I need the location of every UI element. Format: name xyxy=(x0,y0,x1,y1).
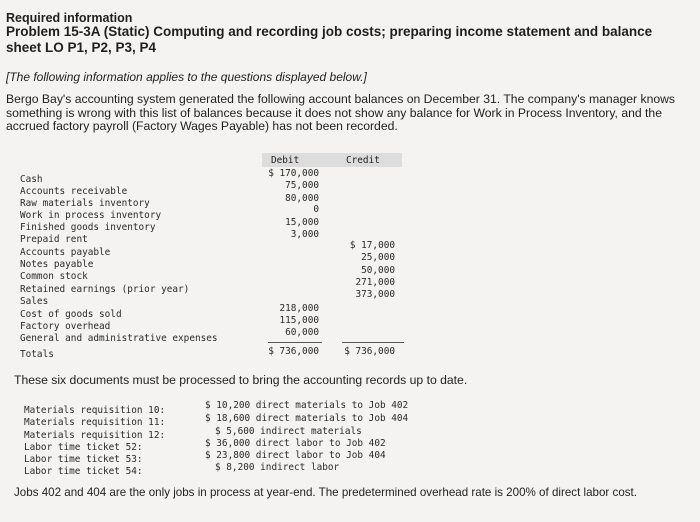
credit-amount: $ 17,000 xyxy=(349,240,395,251)
credit-amount: 50,000 xyxy=(361,265,395,276)
account-name: Finished goods inventory xyxy=(20,222,156,233)
debit-amount: 3,000 xyxy=(290,229,319,240)
document-value: $ 36,000 direct labor to Job 402 xyxy=(205,438,386,449)
account-name: Accounts payable xyxy=(20,247,111,258)
account-name: General and administrative expenses xyxy=(20,333,218,344)
totals-label: Totals xyxy=(20,349,54,360)
document-label: Labor time ticket 53: xyxy=(24,454,143,465)
debit-amount: 75,000 xyxy=(285,180,319,191)
account-name: Retained earnings (prior year) xyxy=(20,284,190,295)
debit-amount: 218,000 xyxy=(279,303,319,314)
intro-paragraph: Bergo Bay's accounting system generated the following account balances on December 31. The company's manager knows something is wrong with this list of balances because it does not show any balance for Work in Process Inventory, and the accrued factory payroll (Factory Wages Payable) has not been recorded. xyxy=(6,92,676,133)
document-value: $ 5,600 indirect materials xyxy=(215,426,362,437)
applies-note: [The following information applies to the questions displayed below.] xyxy=(6,70,367,84)
credit-amount: 25,000 xyxy=(361,252,395,263)
required-information-heading: Required information xyxy=(6,11,133,25)
account-name: Cost of goods sold xyxy=(20,309,122,320)
debit-amount: 115,000 xyxy=(279,315,319,326)
document-value: $ 10,200 direct materials to Job 402 xyxy=(205,400,409,411)
jobs-overhead-note: Jobs 402 and 404 are the only jobs in process at year-end. The predetermined overhead rate is 200% of direct labor cost. xyxy=(14,486,637,499)
document-label: Labor time ticket 54: xyxy=(24,466,143,477)
credit-amount: 373,000 xyxy=(355,289,395,300)
account-name: Common stock xyxy=(20,271,88,282)
document-value: $ 18,600 direct materials to Job 404 xyxy=(205,413,409,424)
debit-amount: 0 xyxy=(313,204,319,215)
totals-debit: $ 736,000 xyxy=(268,346,319,357)
account-name: Prepaid rent xyxy=(20,234,88,245)
account-name: Accounts receivable xyxy=(20,186,128,197)
debit-total-rule xyxy=(268,342,322,343)
debit-column-header: Debit xyxy=(271,155,300,166)
account-name: Sales xyxy=(20,296,49,307)
document-label: Materials requisition 10: xyxy=(24,405,166,416)
credit-amount: 271,000 xyxy=(355,277,395,288)
debit-amount: 80,000 xyxy=(285,193,319,204)
document-value: $ 23,800 direct labor to Job 404 xyxy=(205,450,386,461)
account-name: Notes payable xyxy=(20,259,94,270)
six-documents-text: These six documents must be processed to bring the accounting records up to date. xyxy=(14,373,468,387)
debit-amount: 15,000 xyxy=(285,217,319,228)
debit-amount: $ 170,000 xyxy=(268,168,319,179)
account-name: Raw materials inventory xyxy=(20,198,150,209)
debit-amount: 60,000 xyxy=(285,327,319,338)
problem-title: Problem 15-3A (Static) Computing and recording job costs; preparing income statement and balance sheet LO P1, P2, P3, P4 xyxy=(6,24,653,55)
account-name: Cash xyxy=(20,174,43,185)
account-name: Factory overhead xyxy=(20,321,111,332)
document-value: $ 8,200 indirect labor xyxy=(215,462,340,473)
document-label: Labor time ticket 52: xyxy=(24,442,143,453)
account-name: Work in process inventory xyxy=(20,210,162,221)
credit-column-header: Credit xyxy=(346,155,380,166)
totals-credit: $ 736,000 xyxy=(344,346,395,357)
document-label: Materials requisition 11: xyxy=(24,417,166,428)
document-label: Materials requisition 12: xyxy=(24,430,166,441)
credit-total-rule xyxy=(342,342,404,343)
